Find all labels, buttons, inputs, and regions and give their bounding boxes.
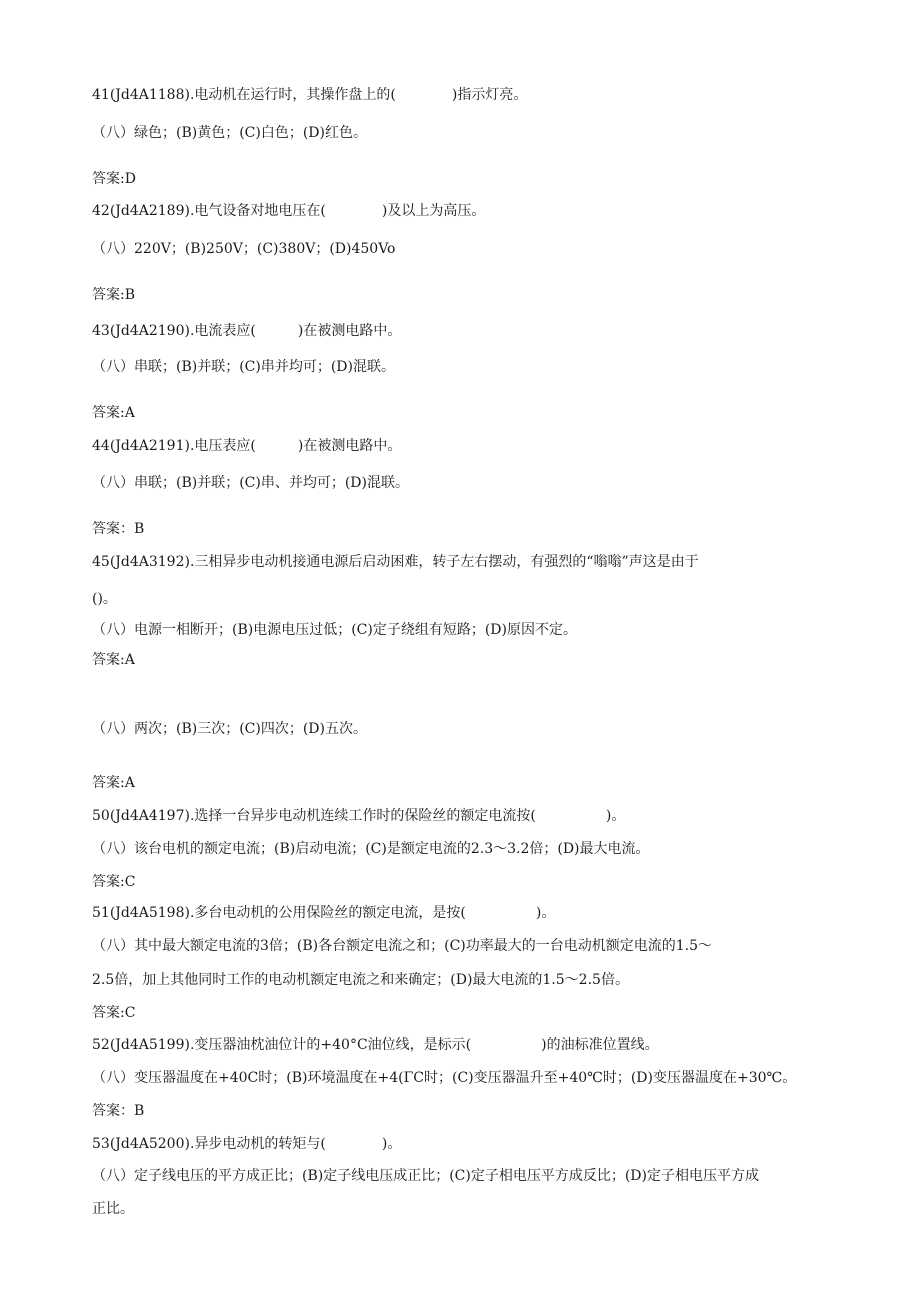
options-53: （八）定子线电压的平方成正比；(B)定子线电压成正比；(C)定子相电压平方成反比；(D)定子相电压平方成 xyxy=(92,1168,759,1184)
question-51: 51(Jd4A5198).多台电动机的公用保险丝的额定电流，是按( )。 xyxy=(92,905,556,921)
options-52: （八）变压器温度在+40C时；(B)环境温度在+4(ΓC时；(C)变压器温升至+40℃时；(D)变压器温度在+30℃。 xyxy=(92,1070,797,1086)
options-41: （八）绿色；(B)黄色；(C)白色；(D)红色。 xyxy=(92,125,367,141)
answer-44: 答案：B xyxy=(92,521,145,537)
answer-51: 答案:C xyxy=(92,1005,136,1021)
answer-42: 答案:B xyxy=(92,287,136,303)
question-52: 52(Jd4A5199).变压器油枕油位计的+40°C油位线，是标示( )的油标准位置线。 xyxy=(92,1037,659,1053)
answer-45: 答案:A xyxy=(92,652,135,668)
answer-43: 答案:A xyxy=(92,405,135,421)
options-53-cont: 正比。 xyxy=(92,1201,134,1217)
question-53: 53(Jd4A5200).异步电动机的转矩与( )。 xyxy=(92,1136,402,1152)
answer-49: 答案:A xyxy=(92,775,135,791)
options-43: （八）串联；(B)并联；(C)串并均可；(D)混联。 xyxy=(92,359,395,375)
options-42: （八）220V；(B)250V；(C)380V；(D)450Vo xyxy=(92,241,396,257)
answer-52: 答案：B xyxy=(92,1103,145,1119)
options-44: （八）串联；(B)并联；(C)串、并均可；(D)混联。 xyxy=(92,475,409,491)
options-50: （八）该台电机的额定电流；(B)启动电流；(C)是额定电流的2.3～3.2倍；(D)最大电流。 xyxy=(92,841,650,857)
options-45: （八）电源一相断开；(B)电源电压过低；(C)定子绕组有短路；(D)原因不定。 xyxy=(92,622,577,638)
question-45: 45(Jd4A3192).三相异步电动机接通电源后启动困难，转子左右摆动，有强烈的“嗡嗡”声这是由于 xyxy=(92,554,699,570)
question-41: 41(Jd4A1188).电动机在运行时，其操作盘上的( )指示灯亮。 xyxy=(92,87,528,103)
options-51-cont: 2.5倍，加上其他同时工作的电动机额定电流之和来确定；(D)最大电流的1.5～2.5倍。 xyxy=(92,972,629,988)
answer-41: 答案:D xyxy=(92,171,136,187)
question-43: 43(Jd4A2190).电流表应( )在被测电路中。 xyxy=(92,323,402,339)
question-45-cont: ()。 xyxy=(92,591,117,607)
question-42: 42(Jd4A2189).电气设备对地电压在( )及以上为高压。 xyxy=(92,203,486,219)
options-49: （八）两次；(B)三次；(C)四次；(D)五次。 xyxy=(92,721,367,737)
answer-50: 答案:C xyxy=(92,874,136,890)
question-50: 50(Jd4A4197).选择一台异步电动机连续工作时的保险丝的额定电流按( )。 xyxy=(92,808,626,824)
question-44: 44(Jd4A2191).电压表应( )在被测电路中。 xyxy=(92,438,402,454)
options-51: （八）其中最大额定电流的3倍；(B)各台额定电流之和；(C)功率最大的一台电动机额定电流的1.5～ xyxy=(92,938,713,954)
